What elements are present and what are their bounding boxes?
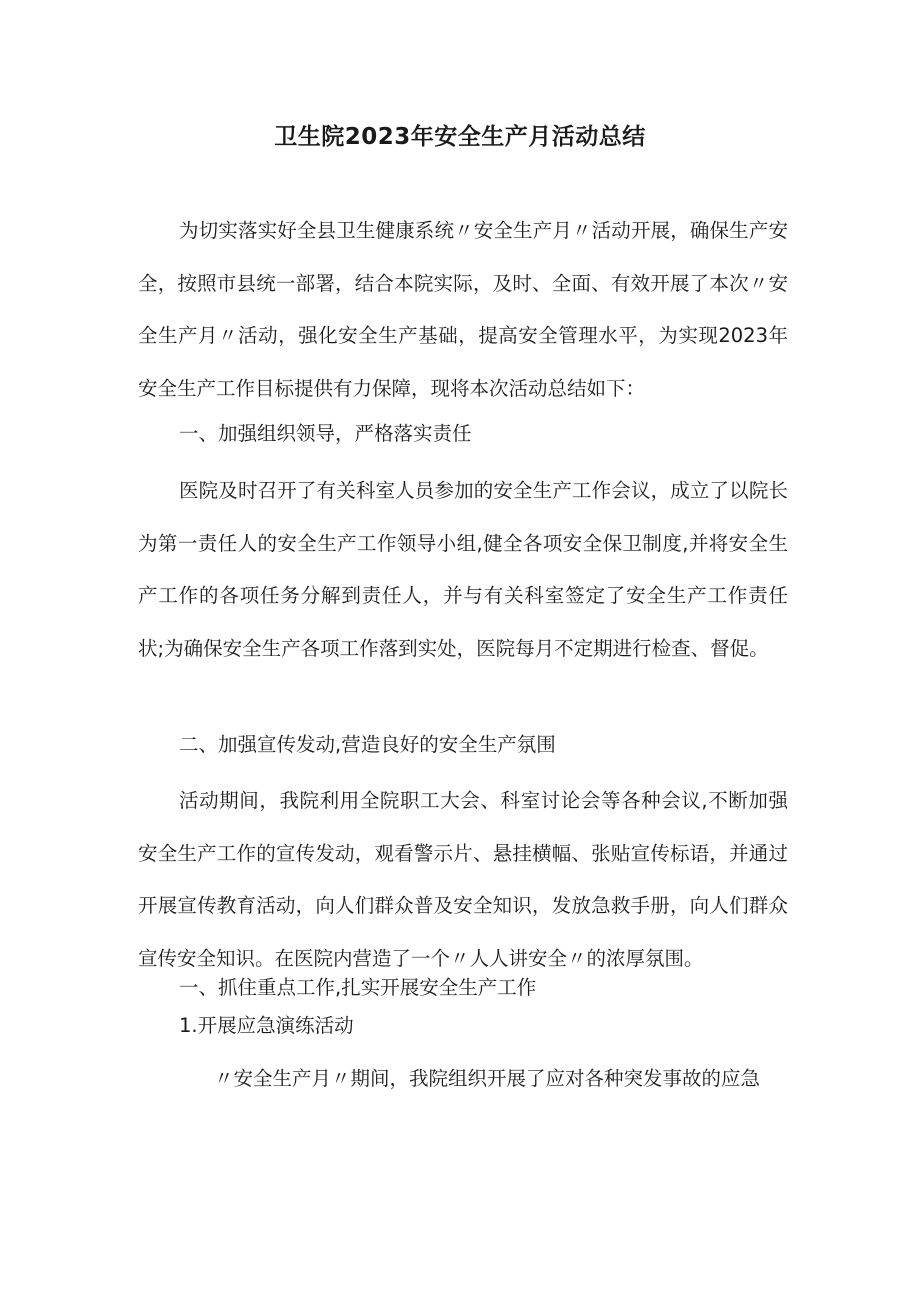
emergency-drill-paragraph: 〃安全生产月〃期间，我院组织开展了应对各种突发事故的应急 <box>214 1067 761 1090</box>
publicity-paragraph: 活动期间，我院利用全院职工大会、科室讨论会等各种会议,不断加强安全生产工作的宣传发动，观看警示片、悬挂横幅、张贴宣传标语，并通过开展宣传教育活动，向人们群众普及安全知识，发放急救手册，向人们群众宣传安全知识。在医院内营造了一个〃人人讲安全〃的浓厚氛围。 <box>138 789 788 970</box>
document-title: 卫生院2023年安全生产月活动总结 <box>274 124 646 150</box>
subheading-emergency-drill: 1.开展应急演练活动 <box>179 1014 354 1037</box>
section-heading-publicity: 二、加强宣传发动,营造良好的安全生产氛围 <box>179 733 556 756</box>
intro-paragraph: 为切实落实好全县卫生健康系统〃安全生产月〃活动开展，确保生产安全，按照市县统一部署，结合本院实际，及时、全面、有效开展了本次〃安全生产月〃活动，强化安全生产基础，提高安全管理水平，为实现2023年安全生产工作目标提供有力保障，现将本次活动总结如下： <box>138 219 788 400</box>
section-heading-organization: 一、加强组织领导，严格落实责任 <box>179 422 472 445</box>
section-heading-key-work: 一、抓住重点工作,扎实开展安全生产工作 <box>179 976 537 999</box>
organization-paragraph: 医院及时召开了有关科室人员参加的安全生产工作会议，成立了以院长为第一责任人的安全生产工作领导小组,健全各项安全保卫制度,并将安全生产工作的各项任务分解到责任人，并与有关科室签定了安全生产工作责任状;为确保安全生产各项工作落到实处，医院每月不定期进行检查、督促。 <box>138 479 788 660</box>
